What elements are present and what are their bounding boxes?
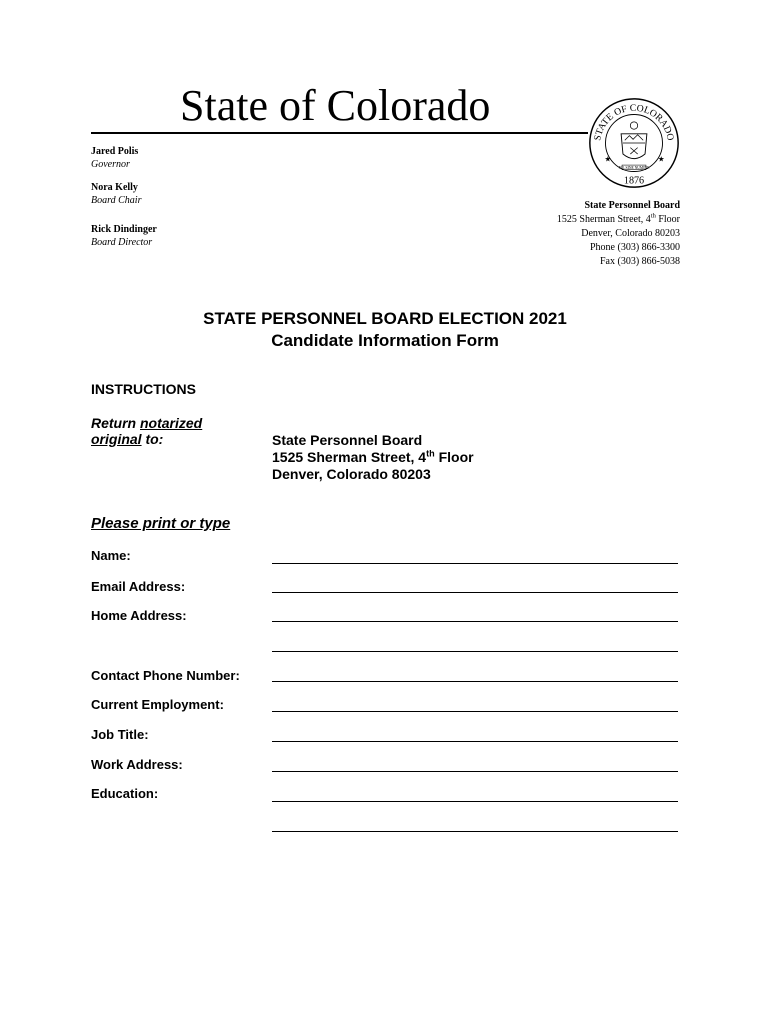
official-name: Jared Polis [91,146,139,157]
letterhead-title: State of Colorado [180,81,491,130]
official-name: Nora Kelly [91,182,138,193]
phone-label: Contact Phone Number: [91,668,240,683]
official-name: Rick Dindinger [91,224,157,235]
job-title-field[interactable] [272,741,678,742]
letterhead-rule [91,132,588,134]
print-or-type-heading: Please print or type [91,515,231,532]
mail-line-2: 1525 Sherman Street, 4th Floor [272,448,474,465]
official-board-director [91,223,157,249]
mailing-address [272,432,474,483]
education-label: Education: [91,786,159,801]
official-title: Board Director [91,237,153,248]
job-title-label: Job Title: [91,727,149,742]
seal-top-text: STATE OF COLORADO [592,102,676,142]
work-address-field[interactable] [272,771,678,772]
mail-line-1: State Personnel Board [272,432,423,448]
official-title: Board Chair [91,195,142,206]
svg-text:★: ★ [604,154,612,164]
home-address-field-line-2[interactable] [272,651,678,652]
official-board-chair [91,181,141,207]
email-label: Email Address: [91,579,186,594]
board-name: State Personnel Board [584,200,680,211]
seal-motto: NIL SINE NUMINE [618,165,650,170]
form-title: STATE PERSONNEL BOARD ELECTION 2021 [203,309,567,328]
form-title-block [0,308,770,352]
board-phone: Phone (303) 866-3300 [590,242,680,253]
board-street: 1525 Sherman Street, 4th Floor [556,212,680,225]
board-contact-block [557,199,680,269]
official-title: Governor [91,159,130,170]
state-seal-icon [588,97,680,189]
board-city: Denver, Colorado 80203 [581,228,680,239]
employment-label: Current Employment: [91,697,224,712]
phone-field[interactable] [272,681,678,682]
home-address-field[interactable] [272,621,678,622]
home-address-label: Home Address: [91,608,187,623]
employment-field[interactable] [272,711,678,712]
seal-year: 1876 [623,175,645,187]
form-subtitle: Candidate Information Form [271,331,499,350]
email-field[interactable] [272,592,678,593]
education-field[interactable] [272,801,678,802]
instructions-heading: INSTRUCTIONS [91,381,196,397]
name-label: Name: [91,548,131,563]
svg-text:★: ★ [657,154,665,164]
return-instruction: Return notarized original to: [91,415,203,447]
education-field-line-2[interactable] [272,831,678,832]
board-fax: Fax (303) 866-5038 [600,256,680,267]
work-address-label: Work Address: [91,757,183,772]
mail-line-3: Denver, Colorado 80203 [272,466,431,482]
official-governor [91,145,138,171]
name-field[interactable] [272,563,678,564]
